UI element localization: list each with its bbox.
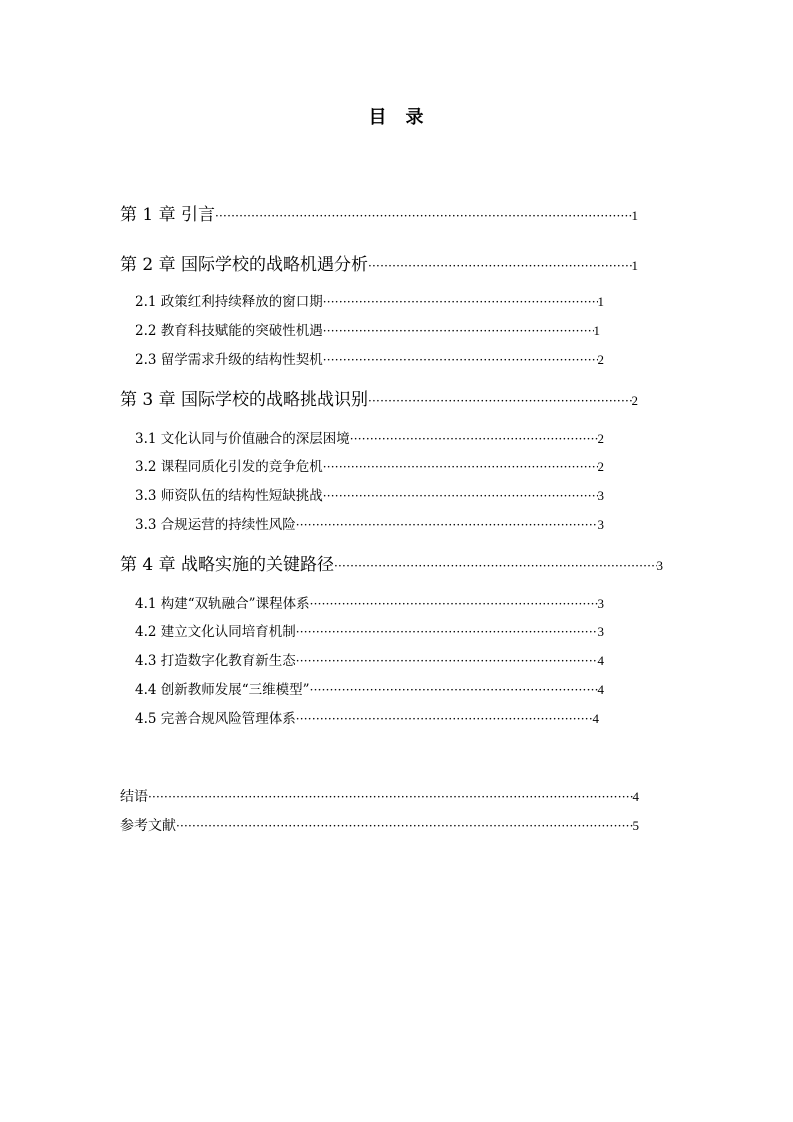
toc-leader-dots: [148, 790, 633, 804]
toc-leader-dots: [296, 654, 598, 668]
toc-section-3-2[interactable]: [135, 455, 604, 475]
toc-leader-dots: [296, 712, 593, 726]
toc-section-3-1[interactable]: [135, 427, 604, 447]
toc-page-number: 2: [597, 431, 604, 446]
toc-entry-label: 参考文献: [120, 818, 176, 834]
toc-section-2-2[interactable]: [135, 319, 600, 339]
toc-page-number: 3: [656, 558, 663, 573]
toc-title-right: 录: [405, 107, 425, 128]
toc-entry-label: 第 4 章 战略实施的关键路径: [120, 555, 335, 575]
toc-page-number: 2: [631, 393, 638, 408]
toc-leader-dots: [323, 324, 594, 338]
toc-entry-label: 4.1 构建“双轨融合”课程体系: [135, 596, 310, 612]
toc-section-3-3[interactable]: [135, 484, 604, 504]
toc-entry-label: 3.3 合规运营的持续性风险: [135, 517, 296, 533]
toc-page-number: 2: [597, 352, 604, 367]
toc-entry-label: 3.2 课程同质化引发的竞争危机: [135, 459, 323, 475]
toc-section-4-5[interactable]: [135, 707, 599, 727]
toc-page-number: 3: [597, 596, 604, 611]
toc-leader-dots: [176, 819, 633, 833]
toc-entry-label: 第 1 章 引言: [120, 205, 216, 225]
toc-leader-dots: [310, 683, 598, 697]
toc-leader-dots: [334, 559, 656, 573]
toc-page-number: 4: [592, 711, 599, 726]
toc-entry-label: 2.1 政策红利持续释放的窗口期: [135, 294, 323, 310]
toc-leader-dots: [215, 209, 631, 223]
toc-entry-label: 第 2 章 国际学校的战略机遇分析: [120, 255, 369, 275]
toc-leader-dots: [368, 259, 631, 273]
toc-conclusion[interactable]: [120, 786, 639, 806]
toc-leader-dots: [296, 518, 598, 532]
toc-section-2-1[interactable]: [135, 290, 604, 310]
toc-leader-dots: [323, 489, 598, 503]
toc-entry-label: 4.4 创新教师发展“三维模型”: [135, 682, 310, 698]
toc-leader-dots: [350, 432, 598, 446]
toc-page-number: 4: [597, 653, 604, 668]
toc-entry-label: 2.3 留学需求升级的结构性契机: [135, 352, 323, 368]
toc-entry-label: 4.3 打造数字化教育新生态: [135, 653, 296, 669]
toc-title-left: 目: [368, 107, 388, 128]
toc-page-number: 5: [632, 818, 639, 833]
toc-page-number: 1: [631, 208, 638, 223]
toc-page-number: 1: [593, 323, 600, 338]
toc-page-number: 3: [597, 517, 604, 532]
toc-section-3-4[interactable]: [135, 513, 604, 533]
toc-leader-dots: [323, 295, 598, 309]
toc-title: [0, 103, 793, 129]
toc-entry-label: 4.2 建立文化认同培育机制: [135, 624, 296, 640]
toc-chapter-4[interactable]: [120, 550, 663, 575]
toc-chapter-3[interactable]: [120, 385, 638, 410]
toc-entry-label: 结语: [120, 789, 148, 805]
toc-page-number: 2: [597, 459, 604, 474]
toc-chapter-2[interactable]: [120, 250, 638, 275]
toc-page-number: 3: [597, 488, 604, 503]
toc-page-number: 1: [631, 258, 638, 273]
toc-section-4-4[interactable]: [135, 678, 604, 698]
toc-section-4-3[interactable]: [135, 649, 604, 669]
toc-page-number: 4: [632, 789, 639, 804]
toc-page-number: 3: [597, 624, 604, 639]
toc-leader-dots: [310, 597, 598, 611]
toc-leader-dots: [323, 460, 598, 474]
toc-leader-dots: [368, 394, 631, 408]
toc-entry-label: 4.5 完善合规风险管理体系: [135, 711, 296, 727]
toc-page-number: 4: [597, 682, 604, 697]
toc-entry-label: 3.1 文化认同与价值融合的深层困境: [135, 431, 350, 447]
toc-section-4-2[interactable]: [135, 620, 604, 640]
toc-chapter-1[interactable]: [120, 200, 638, 225]
toc-entry-label: 3.3 师资队伍的结构性短缺挑战: [135, 488, 323, 504]
toc-section-4-1[interactable]: [135, 592, 604, 612]
toc-entry-label: 第 3 章 国际学校的战略挑战识别: [120, 390, 369, 410]
toc-section-2-3[interactable]: [135, 348, 604, 368]
toc-entry-label: 2.2 教育科技赋能的突破性机遇: [135, 323, 323, 339]
toc-leader-dots: [296, 625, 598, 639]
toc-page-number: 1: [597, 294, 604, 309]
toc-leader-dots: [323, 353, 598, 367]
toc-references[interactable]: [120, 815, 639, 835]
